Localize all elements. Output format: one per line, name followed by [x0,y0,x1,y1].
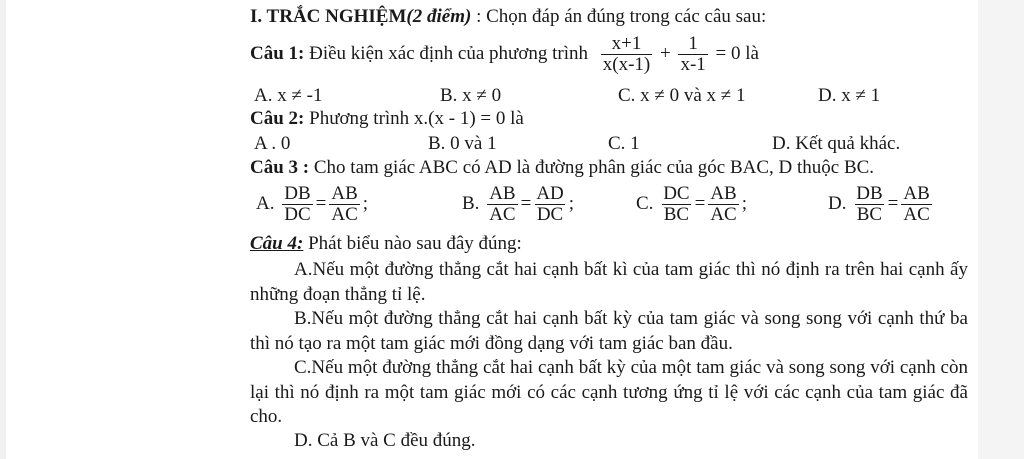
q4-option-a[interactable] [250,258,968,307]
q3-option-b[interactable] [462,184,574,225]
q3-d-equals: = [887,192,899,214]
q2-option-b[interactable]: B. 0 và 1 [428,133,497,154]
q4-option-c[interactable] [250,356,968,430]
section-title: I. TRẮC NGHIỆM [250,6,407,27]
q3-c-den-2: AC [710,204,737,225]
q3-c-fraction-1 [661,184,691,225]
q4-option-a-text: A.Nếu một đường thẳng cắt hai cạnh bất kì của tam giác thì nó định ra trên hai cạnh ấy những đoạn thẳng tỉ lệ. [250,259,968,305]
q4-option-d[interactable]: D. Cả B và C đều đúng. [294,430,476,451]
q1-fraction-2-numerator: 1 [688,33,698,55]
section-instruction: : Chọn đáp án đúng trong các câu sau: [471,6,767,27]
question-4 [250,233,522,255]
q3-c-tail: ; [741,192,747,214]
left-margin [0,0,6,459]
q4-label: Câu 4: [250,233,304,254]
question-3 [250,157,874,179]
section-heading [250,6,766,28]
q3-option-c-letter: C. [636,192,654,214]
q3-a-den-1: DC [284,204,311,225]
section-points: (2 điểm) [406,6,472,27]
q1-option-d[interactable]: D. x ≠ 1 [818,85,881,106]
q3-c-num-2: AB [710,183,737,204]
q4-option-c-text: C.Nếu một đường thẳng cắt hai cạnh bất kỳ của một tam giác và song song với cạnh còn lại thì nó định ra một tam giác mới có các cạnh tương ứng tỉ lệ với các cạnh của tam giác đã cho. [250,357,968,427]
q1-fraction-2 [678,34,707,75]
q3-b-fraction-2 [534,184,565,225]
q3-a-den-2: AC [331,204,358,225]
q3-text: Cho tam giác ABC có AD là đường phân giác của góc BAC, D thuộc BC. [309,157,875,178]
question-2 [250,108,524,130]
q3-a-tail: ; [362,192,369,214]
q4-option-b-text: B.Nếu một đường thẳng cắt hai cạnh bất kỳ của tam giác và song song với cạnh thứ ba thì nó tạo ra một tam giác mới đồng dạng với tam giác ban đầu. [250,308,968,354]
q1-fraction-1-denominator: x(x-1) [602,54,651,76]
q1-text: Điều kiện xác định của phương trình [304,43,589,64]
q1-fraction-2-denominator: x-1 [680,54,706,76]
q3-a-fraction-2 [329,184,359,225]
q2-option-c[interactable]: C. 1 [608,133,640,154]
q3-a-num-1: DB [284,183,311,204]
q3-d-num-2: AB [903,183,930,204]
q3-d-num-1: DB [856,183,883,204]
q3-d-fraction-2 [901,184,931,225]
q3-d-den-1: BC [856,204,883,225]
q4-option-b[interactable] [250,307,968,356]
q1-plus: + [660,43,671,64]
question-1 [250,32,759,76]
q4-text: Phát biểu nào sau đây đúng: [303,233,522,254]
q3-option-a[interactable] [256,184,368,225]
q2-text: Phương trình x.(x - 1) = 0 là [304,108,524,129]
q3-a-fraction-1 [282,184,312,225]
q3-d-fraction-1 [854,184,884,225]
q1-equals: = 0 là [715,43,759,64]
q3-b-num-1: AB [489,183,516,204]
q3-label: Câu 3 : [250,157,310,178]
q3-option-c[interactable] [636,184,747,225]
q2-option-d[interactable]: D. Kết quả khác. [772,133,901,154]
q3-b-num-2: AD [536,183,564,204]
q3-option-a-letter: A. [256,192,275,214]
q3-c-fraction-2 [708,184,738,225]
q3-c-num-1: DC [663,183,690,204]
q3-b-den-1: AC [489,204,516,225]
q1-option-c[interactable]: C. x ≠ 0 và x ≠ 1 [618,85,746,106]
q3-d-den-2: AC [903,204,930,225]
q3-option-b-letter: B. [462,192,480,214]
q1-fraction-1-numerator: x+1 [611,33,642,55]
q3-c-den-1: BC [663,204,690,225]
q1-label: Câu 1: [250,43,305,64]
q3-option-d[interactable] [828,184,935,225]
q2-label: Câu 2: [250,108,305,129]
q3-option-d-letter: D. [828,192,847,214]
q3-b-equals: = [520,192,532,214]
q3-b-fraction-1 [487,184,517,225]
q1-fraction-1 [601,34,652,75]
q3-a-num-2: AB [331,183,358,204]
q3-b-den-2: DC [536,204,564,225]
right-margin [978,0,1024,459]
q3-b-tail: ; [568,192,575,214]
q1-option-a[interactable]: A. x ≠ -1 [254,85,323,106]
q2-option-a[interactable]: A . 0 [254,133,291,154]
q3-c-equals: = [694,192,706,214]
q1-option-b[interactable]: B. x ≠ 0 [440,85,502,106]
q3-a-equals: = [315,192,327,214]
